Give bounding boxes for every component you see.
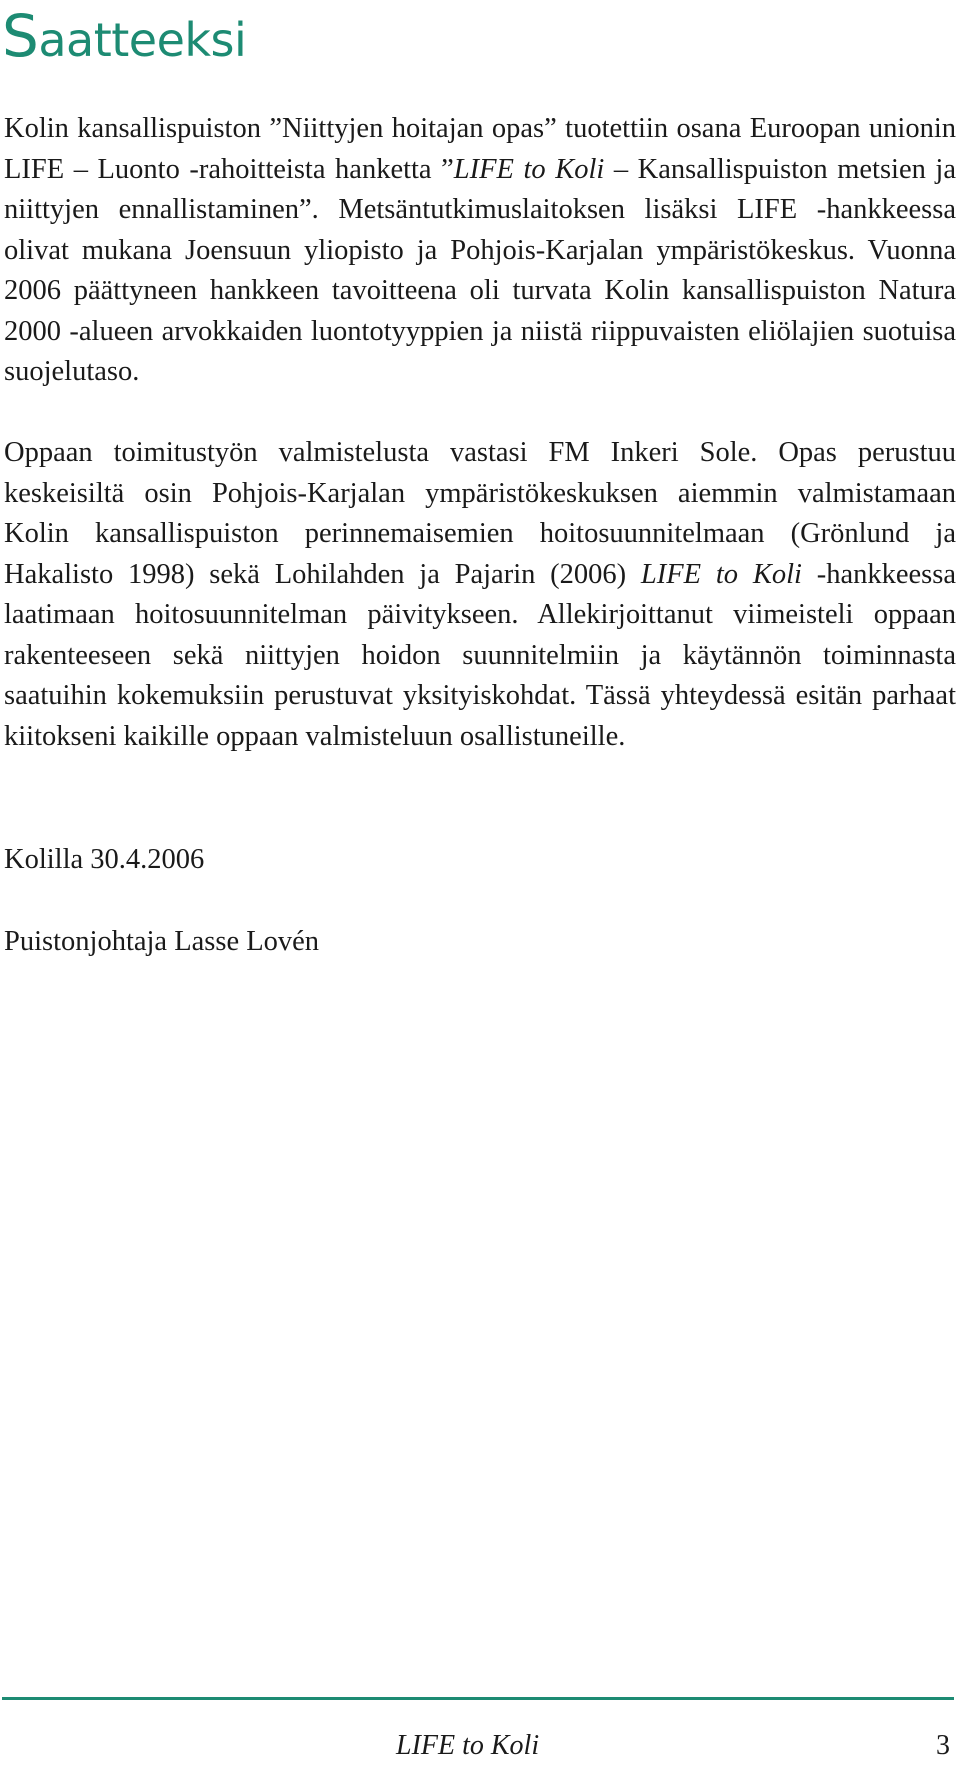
footer-divider	[2, 1697, 954, 1700]
intro-paragraph-text-end: – Kansallispuiston metsien ja niittyjen ennallistaminen”. Metsäntutkimuslaitoksen lisäksi LIFE -hankkeessa olivat mukana Joensuun yliopisto ja Pohjois-Karjalan ympäristökeskus. Vuonna 2006 päättyneen hankkeen tavoitteena oli turvata Kolin kansallispuiston Natura 2000 -alueen arvokkaiden luontotyyppien ja niistä riippuvaisten eliölajien suotuisa suojelutaso.	[4, 153, 956, 387]
page-title-initial: S	[2, 2, 39, 70]
place-date: Kolilla 30.4.2006	[4, 844, 205, 875]
acknowledgement-paragraph-text-start: Oppaan toimitustyön valmistelusta vastasi FM Inkeri Sole. Opas perustuu keskeisiltä osin Pohjois-Karjalan ympäristökeskuksen aiemmin valmistamaan Kolin kansallispuiston perinnemaisemien hoitosuunnitelmaan (Grönlund ja Hakalisto 1998) sekä Lohilahden ja Pajarin (2006)	[4, 437, 956, 590]
acknowledgement-paragraph-text-end: -hankkeessa laatimaan hoitosuunnitelman päivitykseen. Allekirjoittanut viimeisteli oppaan rakenteeseen sekä niittyjen hoidon suunnitelmiin ja käytännön toiminnasta saatuihin kokemuksiin perustuvat yksityiskohdat. Tässä yhteydessä esitän parhaat kiitokseni kaikille oppaan valmisteluun osallistuneille.	[4, 558, 956, 752]
intro-paragraph	[4, 109, 956, 393]
page-number: 3	[936, 1730, 950, 1761]
acknowledgement-paragraph	[4, 433, 956, 757]
footer-publication-title: LIFE to Koli	[396, 1730, 540, 1761]
page-title	[2, 2, 247, 70]
page-title-rest: aatteeksi	[38, 13, 247, 67]
signature: Puistonjohtaja Lasse Lovén	[4, 926, 320, 957]
acknowledgement-paragraph-project-name: LIFE to Koli	[640, 558, 802, 590]
intro-paragraph-project-name: LIFE to Koli	[453, 153, 605, 185]
intro-paragraph-text-start: Kolin kansallispuiston ”Niittyjen hoitajan opas” tuotettiin osana Euroopan unionin LIFE – Luonto -rahoitteista hanketta ”	[4, 113, 956, 185]
